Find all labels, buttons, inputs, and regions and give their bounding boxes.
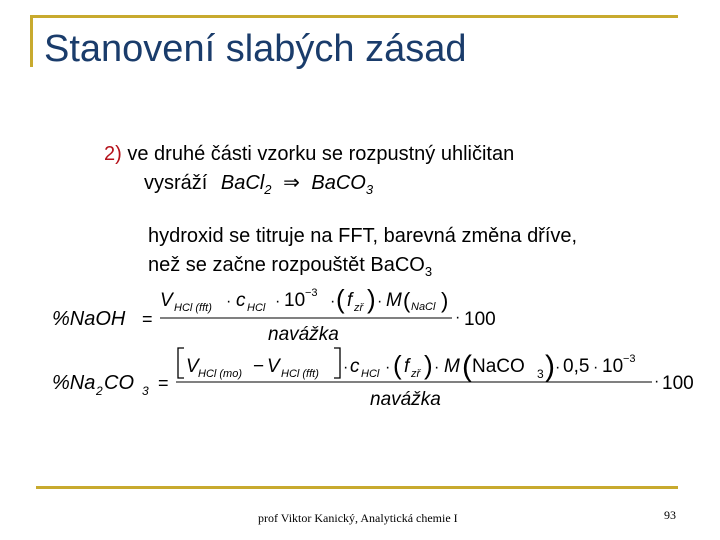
formula1-dot2: · <box>275 293 281 310</box>
page-number: 93 <box>664 508 676 522</box>
formula1-equals: = <box>142 309 153 329</box>
para-line2-subscript: 3 <box>424 264 433 279</box>
formula2-M-arg: NaCO <box>472 356 525 377</box>
formula-naoh <box>52 284 496 345</box>
slide-title: Stanovení slabých zásad <box>44 28 467 70</box>
item-text-line2: vysráží <box>144 172 208 194</box>
formula1-num-M: M <box>386 290 402 311</box>
formula2-dot6: · <box>654 373 660 390</box>
formula2-bracket-open <box>178 348 184 378</box>
formula2-times100: 100 <box>662 373 694 394</box>
formula2-denominator: navážka <box>370 389 441 410</box>
formula2-lhs-rest: CO <box>104 372 134 394</box>
formula-na2co3 <box>52 348 694 410</box>
reactant: BaCl <box>220 172 265 194</box>
formula2-f: f <box>404 356 410 377</box>
footer-author: prof Viktor Kanický, Analytická chemie I <box>258 511 458 525</box>
product-subscript: 3 <box>365 182 374 197</box>
formula2-bracket-close <box>334 348 340 378</box>
formula2-dot3: · <box>434 359 440 376</box>
formula1-dot5: · <box>455 309 461 326</box>
formula1-pow-base: 10 <box>284 290 306 311</box>
formula1-num-M-arg: NaCl <box>411 301 436 313</box>
item-text-line1: ve druhé části vzorku se rozpustný uhličitan <box>127 143 515 165</box>
formula2-lhs-sub: 2 <box>96 384 103 398</box>
footer-rule <box>36 486 678 489</box>
formula2-dot2: · <box>385 359 391 376</box>
reactant-subscript: 2 <box>264 182 272 197</box>
formula2-V2-sub: HCl (fft) <box>281 368 319 380</box>
formula2-dot4: · <box>555 359 561 376</box>
reaction-arrow: ⇒ <box>283 172 300 194</box>
formula1-paren-open: ( <box>336 284 345 314</box>
formula1-num-V-sub: HCl (fft) <box>174 302 212 314</box>
formula1-pow-exp: −3 <box>305 287 318 299</box>
formula1-M-paren-open: ( <box>403 288 411 313</box>
formula1-dot4: · <box>377 293 383 310</box>
formula1-lhs: %NaOH <box>52 308 126 330</box>
formula2-V1: V <box>186 356 199 377</box>
formula1-denominator: navážka <box>268 324 339 345</box>
formula2-V1-sub: HCl (mo) <box>198 368 242 380</box>
formula1-num-c-sub: HCl <box>247 302 266 314</box>
formula1-M-paren-close: ) <box>441 288 449 313</box>
para-line1: hydroxid se titruje na FFT, barevná změna dříve, <box>148 225 578 247</box>
product: BaCO <box>311 172 366 194</box>
formula2-M-paren-open: ( <box>462 350 472 383</box>
formula2-c: c <box>350 356 360 377</box>
formula2-factor: 0,5 <box>563 356 590 377</box>
formula1-dot1: · <box>226 293 232 310</box>
formula2-V2: V <box>267 356 280 377</box>
formula1-num-c: c <box>236 290 246 311</box>
item-number: 2) <box>104 143 122 165</box>
formula2-f-sub: zř <box>411 368 421 380</box>
formula2-equals: = <box>158 373 169 393</box>
formula2-pow-base: 10 <box>602 356 624 377</box>
formula2-M-arg-sub: 3 <box>537 367 544 381</box>
para-line2-text: než se začne rozpouštět BaCO <box>148 254 425 276</box>
formula2-M: M <box>444 356 460 377</box>
formula2-lhs: %Na <box>52 372 96 394</box>
formula1-dot3: · <box>330 293 336 310</box>
formula2-c-sub: HCl <box>361 368 380 380</box>
formula2-dot1: · <box>343 359 349 376</box>
formula1-times100: 100 <box>464 309 496 330</box>
formula1-num-V: V <box>160 290 173 311</box>
formula1-paren-close: ) <box>367 284 376 314</box>
formula2-dot5: · <box>593 359 599 376</box>
formula2-M-paren-close: ) <box>545 350 555 383</box>
formula2-paren-close: ) <box>424 350 433 380</box>
formula2-lhs-sub2: 3 <box>142 384 149 398</box>
formula1-num-f: f <box>347 290 353 311</box>
formula2-minus: − <box>253 356 265 377</box>
formula2-pow-exp: −3 <box>623 353 636 365</box>
formula2-paren-open: ( <box>393 350 402 380</box>
formula1-num-f-sub: zř <box>354 302 364 314</box>
